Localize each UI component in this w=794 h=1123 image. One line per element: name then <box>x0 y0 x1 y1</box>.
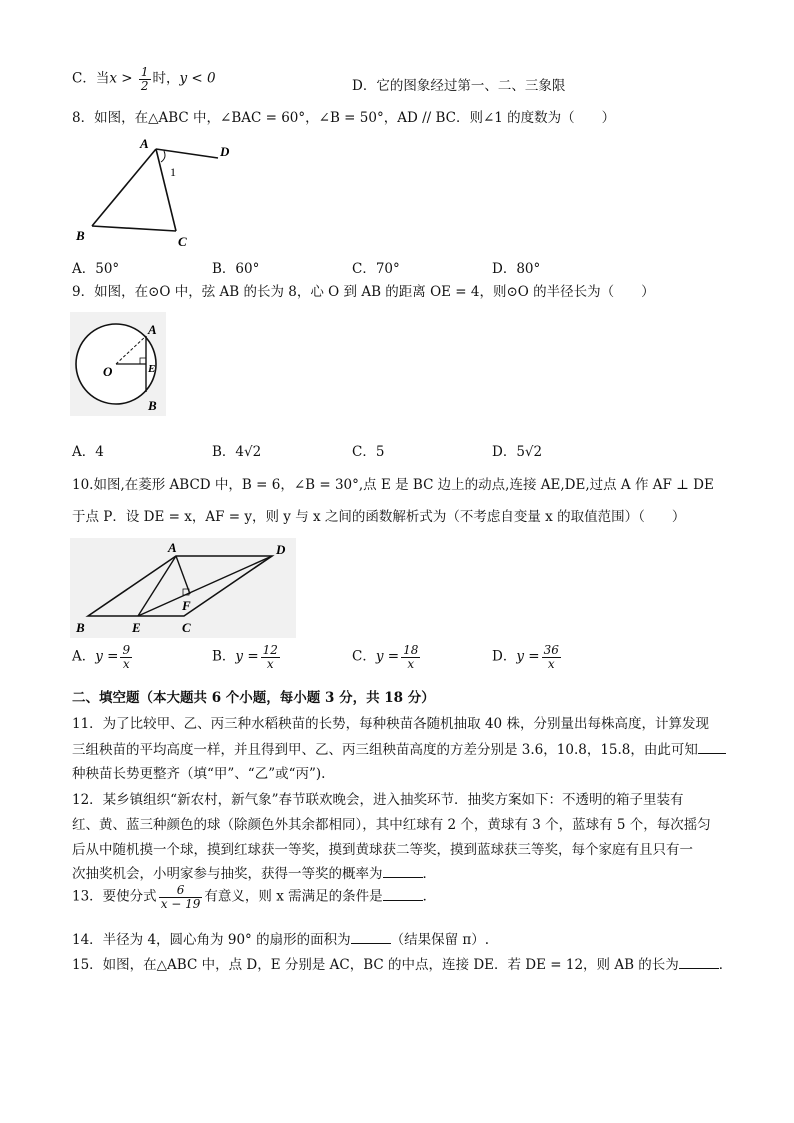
q9-option-c: C．5 <box>352 444 385 460</box>
q9-figure <box>70 312 166 416</box>
q8-label-c: C <box>178 234 187 249</box>
q10-label-c: C <box>182 620 191 635</box>
q8-label-1: 1 <box>170 165 176 179</box>
q14-line: 14．半径为 4，圆心角为 90° 的扇形的面积为 （结果保留 π）. <box>72 932 490 948</box>
q9-label-o: O <box>103 364 113 379</box>
q10-option-a: A．y = $\frac{9}{x}$ <box>72 643 131 671</box>
q8-option-a: A．50° <box>72 261 120 277</box>
q8-option-b: B．60° <box>212 261 260 277</box>
q10-label-e: E <box>132 620 141 635</box>
q12-line3: 后从中随机摸一个球，摸到红球获一等奖，摸到黄球获二等奖，摸到蓝球获三等奖，每个家庭有且只有一 <box>72 842 693 858</box>
q12-line2: 红、黄、蓝三种颜色的球（除颜色外其余都相同），其中红球有 2 个，黄球有 3 个，蓝球有 5 个，每次摇匀 <box>72 817 711 833</box>
q13-fraction: $\frac{6}{x - 19}$ <box>160 883 201 911</box>
q9-option-a: A．4 <box>72 444 104 460</box>
q8-label-a: A <box>140 136 149 151</box>
q12-line4: 次抽奖机会，小明家参与抽奖，获得一等奖的概率为 ． <box>72 866 436 882</box>
q9-option-d: D．5√2 <box>492 444 543 460</box>
q7-fraction: $\frac{1}{2}$ <box>140 65 149 93</box>
q12-line1: 12．某乡镇组织“新农村，新气象”春节联欢晚会，进入抽奖环节．抽奖方案如下：不透明的箱子里装有 <box>72 792 684 808</box>
q13-line: 13．要使分式 $\frac{6}{x - 19}$ 有意义，则 x 需满足的条件是 ． <box>72 883 437 911</box>
q10-stem-line2: 于点 P．设 DE = x，AF = y，则 y 与 x 之间的函数解析式为（不考虑自变量 x 的取值范围）（ ） <box>72 509 686 525</box>
q7-option-d: D．它的图象经过第一、二、三象限 <box>352 78 566 94</box>
q8-option-c: C．70° <box>352 261 400 277</box>
q11-blank[interactable] <box>698 741 726 754</box>
q8-stem: 8．如图，在△ABC 中，∠BAC = 60°，∠B = 50°，AD // BC．则∠1 的度数为（ ） <box>72 110 616 126</box>
q10-option-d: D．y = $\frac{36}{x}$ <box>492 643 559 671</box>
q14-blank[interactable] <box>351 931 391 944</box>
q11-line3: 种秧苗长势更整齐（填“甲”、“乙”或“丙”). <box>72 766 326 782</box>
q8-option-d: D．80° <box>492 261 541 277</box>
q8-label-d: D <box>220 144 230 159</box>
q10-label-a: A <box>168 540 177 555</box>
q15-blank[interactable] <box>679 956 719 969</box>
q10-figure <box>70 538 296 638</box>
q8-figure <box>68 134 248 250</box>
q9-label-e: E <box>148 363 156 375</box>
q10-label-b: B <box>76 620 85 635</box>
section-2-title: 二、填空题（本大题共 6 个小题，每小题 3 分，共 18 分） <box>72 690 435 706</box>
q8-label-b: B <box>76 228 85 243</box>
q11-line2: 三组秧苗的平均高度一样，并且得到甲、乙、丙三组秧苗高度的方差分别是 3.6，10.8，15.8，由此可知 <box>72 738 726 758</box>
q13-blank[interactable] <box>383 888 423 901</box>
q15-line: 15．如图，在△ABC 中，点 D，E 分别是 AC，BC 的中点，连接 DE．若 DE = 12，则 AB 的长为 ． <box>72 957 733 973</box>
q10-label-d: D <box>276 542 286 557</box>
q7-option-c: C．当x > $\frac{1}{2}$ 时，y < 0 <box>72 65 216 93</box>
q11-line1: 11．为了比较甲、乙、丙三种水稻秧苗的长势，每种秧苗各随机抽取 40 株，分别量出每株高度，计算发现 <box>72 716 709 732</box>
q10-option-c: C．y = $\frac{18}{x}$ <box>352 643 419 671</box>
q10-stem-line1: 10.如图,在菱形 ABCD 中，B = 6，∠B = 30°,点 E 是 BC 边上的动点,连接 AE,DE,过点 A 作 AF ⊥ DE <box>72 477 714 493</box>
q9-option-b: B．4√2 <box>212 444 262 460</box>
q12-blank[interactable] <box>383 865 423 878</box>
q10-option-b: B．y = $\frac{12}{x}$ <box>212 643 278 671</box>
q9-label-a: A <box>148 322 157 337</box>
q9-stem: 9．如图，在⊙O 中，弦 AB 的长为 8，心 O 到 AB 的距离 OE = 4，则⊙O 的半径长为（ ） <box>72 284 655 300</box>
q10-label-f: F <box>182 598 191 613</box>
q9-label-b: B <box>148 398 157 413</box>
